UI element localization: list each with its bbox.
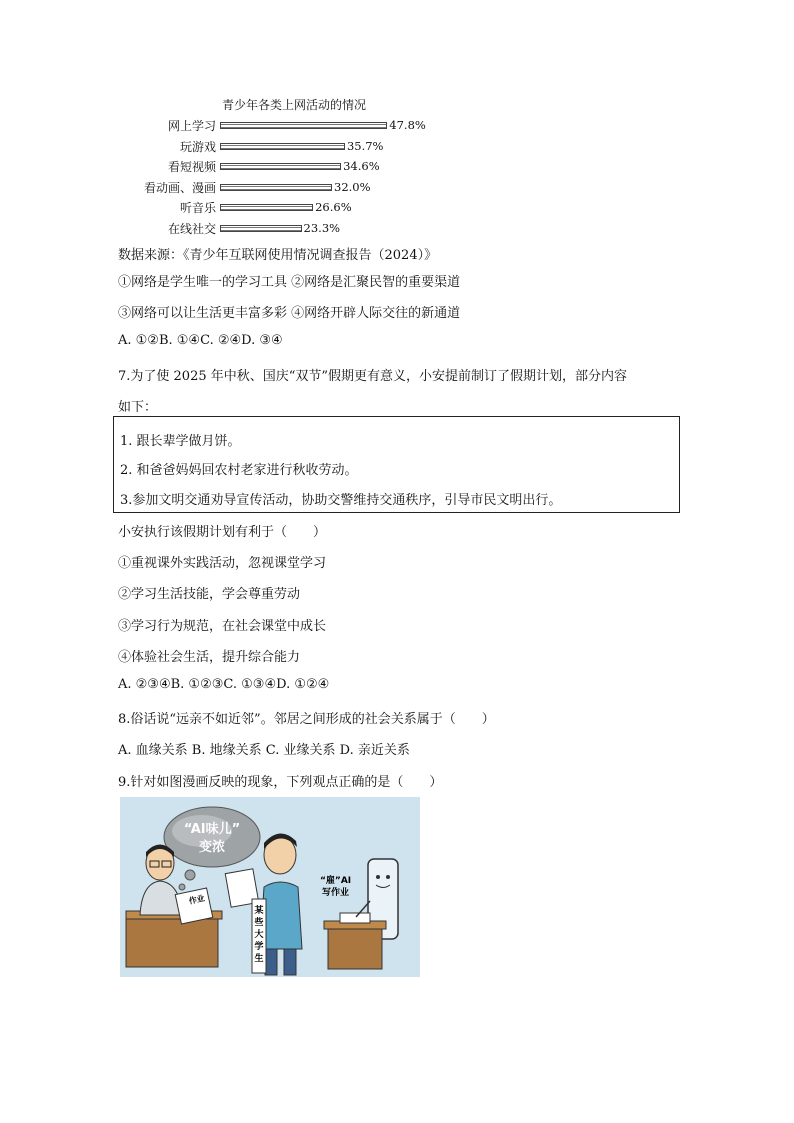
bar-value-label: 35.7% xyxy=(346,138,384,153)
holiday-plan-box xyxy=(113,416,680,513)
bar-mark xyxy=(220,204,313,211)
hire-ai-label-2: 写作业 xyxy=(322,888,350,898)
bar-mark xyxy=(220,184,332,191)
bar-category-label: 听音乐 xyxy=(179,201,216,216)
bar-value-label: 34.6% xyxy=(343,159,380,174)
q6-choices: A. ①②B. ①④C. ②④D. ③④ xyxy=(118,333,283,348)
label-char-2: 些 xyxy=(254,918,264,928)
homework-paper-label: 作业 xyxy=(188,893,206,906)
plan-item-2: 2. 和爸爸妈妈回农村老家进行秋收劳动。 xyxy=(120,463,358,478)
plan-item-1: 1. 跟长辈学做月饼。 xyxy=(120,434,241,449)
bar-category-label: 在线社交 xyxy=(167,222,216,236)
bar-value-label: 47.8% xyxy=(389,118,426,132)
q7-question: 小安执行该假期计划有利于（ ） xyxy=(118,525,327,540)
activity-bar-chart xyxy=(0,0,794,240)
chart-title: 青少年各类上网活动的情况 xyxy=(222,98,367,112)
ai-homework-cartoon xyxy=(120,797,420,977)
hire-ai-label-1: “雇”AI xyxy=(320,876,352,886)
q7-option-3: ③学习行为规范，在社会课堂中成长 xyxy=(118,619,327,634)
bar-mark xyxy=(220,143,345,150)
bar-category-label: 看动画、漫画 xyxy=(143,180,216,195)
q7-choices: A. ②③④B. ①②③C. ①③④D. ①②④ xyxy=(118,677,330,692)
label-char-5: 生 xyxy=(254,954,264,964)
q9-stem: 9.针对如图漫画反映的现象，下列观点正确的是（ ） xyxy=(118,775,443,790)
bar-mark xyxy=(220,225,302,232)
bar-mark xyxy=(220,163,341,170)
data-source: 数据来源：《青少年互联网使用情况调查报告（2024）》 xyxy=(118,248,438,263)
bar-value-label: 32.0% xyxy=(334,179,371,194)
q7-option-2: ②学习生活技能，学会尊重劳动 xyxy=(118,587,301,602)
bar-mark xyxy=(220,122,387,129)
plan-item-3: 3.参加文明交通劝导宣传活动，协助交警维持交通秩序，引导市民文明出行。 xyxy=(120,493,562,508)
bar-category-label: 看短视频 xyxy=(167,160,216,175)
q8-choices: A. 血缘关系 B. 地缘关系 C. 业缘关系 D. 亲近关系 xyxy=(118,743,410,758)
label-char-1: 某 xyxy=(254,906,264,916)
bar-value-label: 26.6% xyxy=(315,200,352,215)
bubble-text-1: “AI味儿” xyxy=(183,822,241,837)
q7-stem-line-2: 如下： xyxy=(118,400,158,415)
bubble-text-2: 变浓 xyxy=(198,840,226,855)
bar-category-label: 玩游戏 xyxy=(179,139,216,154)
q7-option-1: ①重视课外实践活动，忽视课堂学习 xyxy=(118,556,327,571)
bar-category-label: 网上学习 xyxy=(167,119,216,133)
bar-value-label: 23.3% xyxy=(303,221,341,235)
q8-stem: 8.俗话说“远亲不如近邻”。邻居之间形成的社会关系属于（ ） xyxy=(118,712,495,727)
label-char-4: 学 xyxy=(254,942,264,952)
q7-option-4: ④体验社会生活，提升综合能力 xyxy=(118,650,301,665)
q6-option-line-2: ③网络可以让生活更丰富多彩 ④网络开辟人际交往的新通道 xyxy=(118,306,461,321)
q6-option-line-1: ①网络是学生唯一的学习工具 ②网络是汇聚民智的重要渠道 xyxy=(118,275,461,290)
label-char-3: 大 xyxy=(254,930,264,940)
q7-stem-line-1: 7.为了使 2025 年中秋、国庆“双节”假期更有意义，小安提前制订了假期计划，部分内容 xyxy=(118,369,628,384)
